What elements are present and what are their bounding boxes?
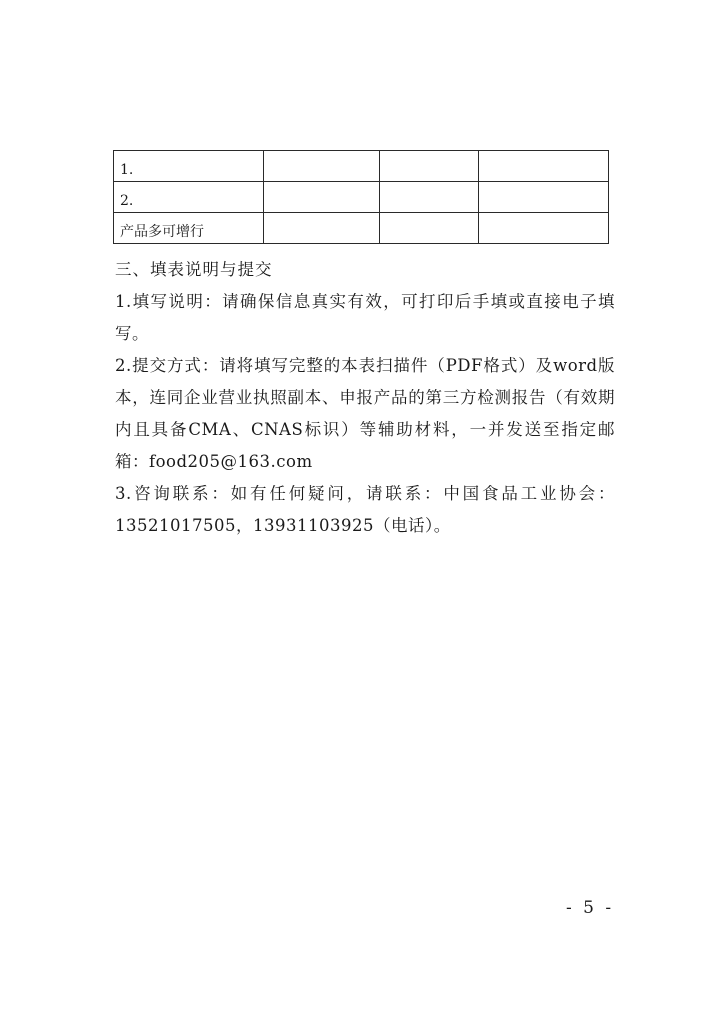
table-cell: 1. [114, 151, 264, 182]
table-cell [380, 151, 479, 182]
table-cell [264, 213, 380, 244]
product-table [113, 150, 609, 244]
table-cell [380, 213, 479, 244]
table-cell [264, 151, 380, 182]
table-row [114, 151, 609, 182]
section-heading: 三、填表说明与提交 [115, 260, 273, 279]
table-row [114, 213, 609, 244]
instructions-section [115, 254, 615, 542]
page-number: - 5 - [566, 898, 615, 918]
table-cell [479, 151, 609, 182]
table-row [114, 182, 609, 213]
table-cell [380, 182, 479, 213]
paragraph-contact-info: 3.咨询联系：如有任何疑问，请联系：中国食品工业协会：13521017505，13931103925（电话）。 [115, 484, 615, 535]
table-cell: 2. [114, 182, 264, 213]
table-cell: 产品多可增行 [114, 213, 264, 244]
paragraph-fill-instructions: 1.填写说明：请确保信息真实有效，可打印后手填或直接电子填写。 [115, 292, 615, 343]
table-cell [264, 182, 380, 213]
table-cell [479, 213, 609, 244]
paragraph-submission-method: 2.提交方式：请将填写完整的本表扫描件（PDF格式）及word版本，连同企业营业执照副本、申报产品的第三方检测报告（有效期内且具备CMA、CNAS标识）等辅助材料，一并发送至指定邮箱：food205@163.com [115, 356, 615, 471]
table-cell [479, 182, 609, 213]
